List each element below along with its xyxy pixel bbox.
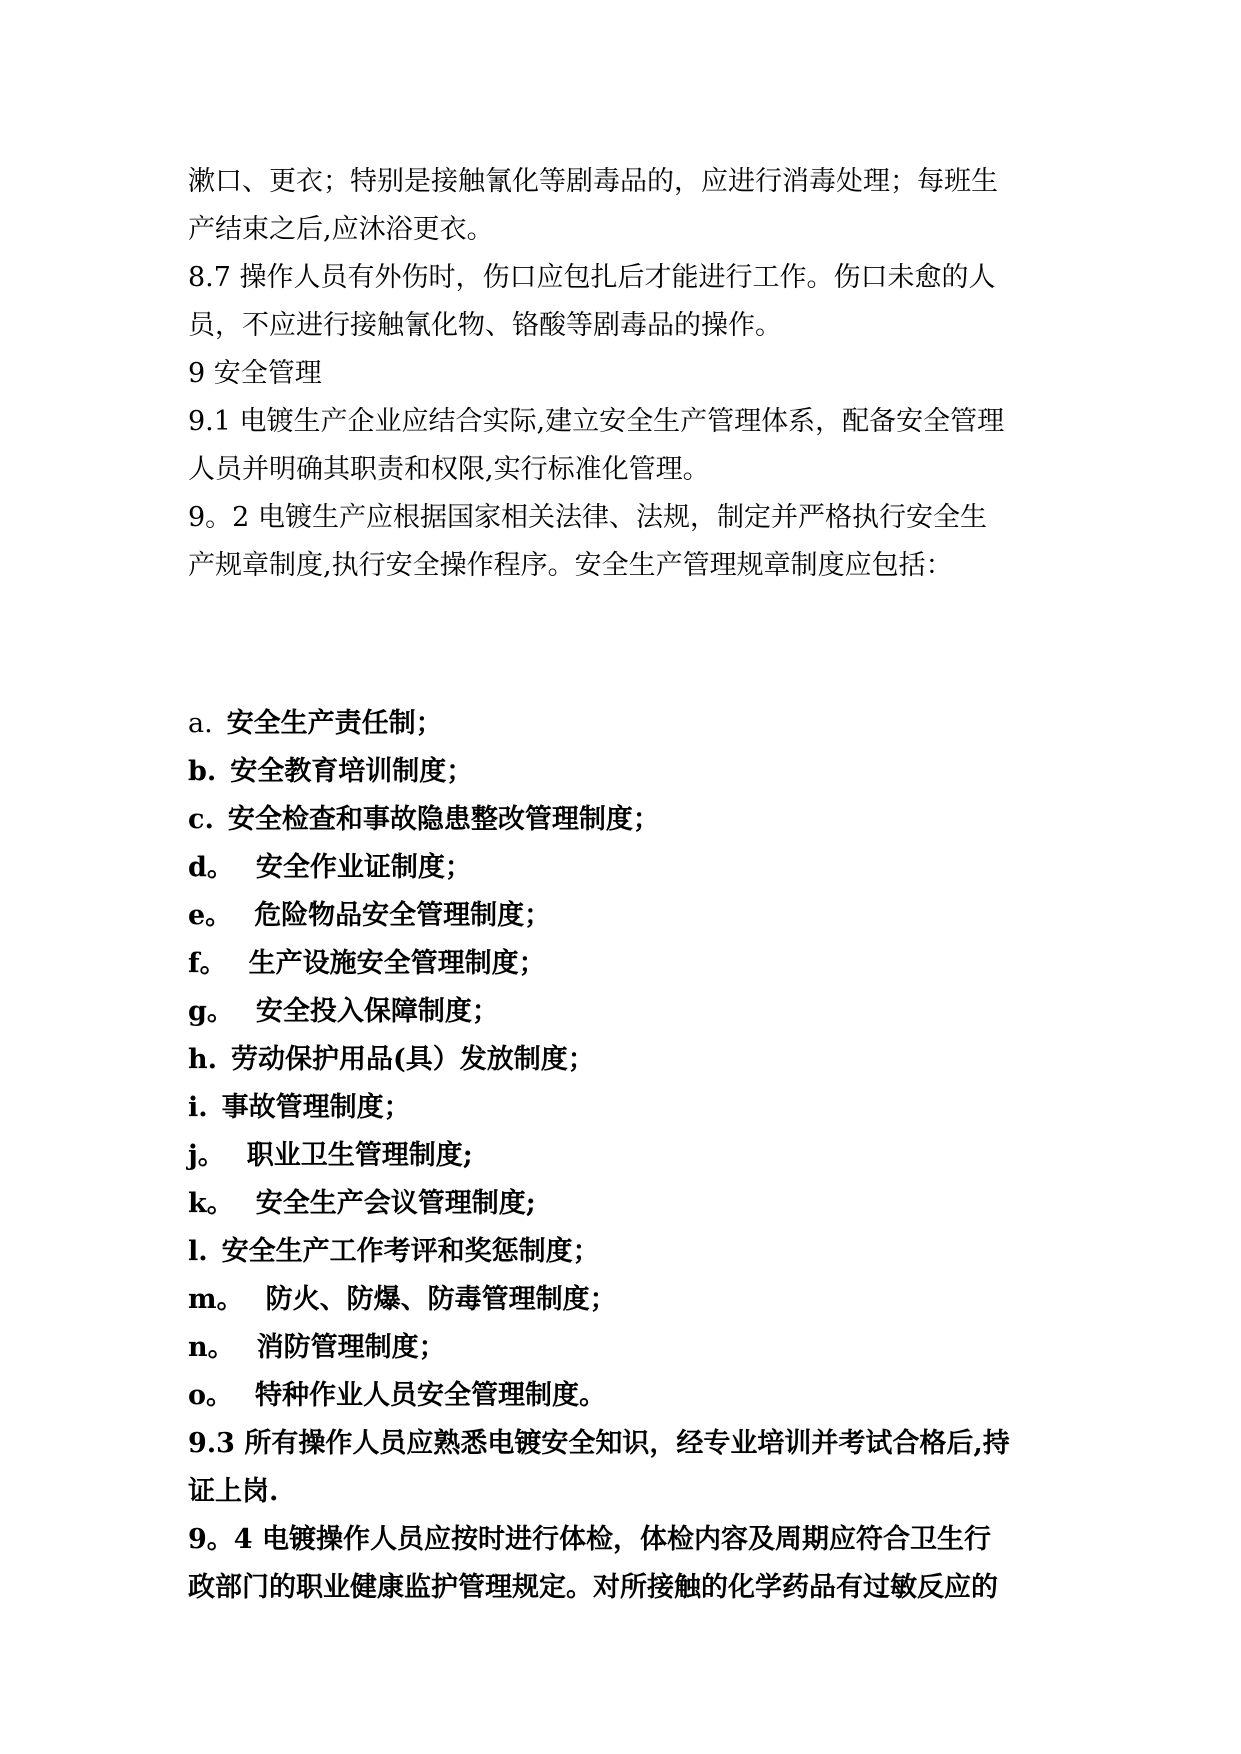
list-text: 安全生产工作考评和奖惩制度；	[221, 1236, 600, 1267]
list-text: 特种作业人员安全管理制度。	[255, 1380, 607, 1411]
list-item-f	[188, 940, 1068, 988]
paragraph-9-4-line-2: 政部门的职业健康监护管理规定。对所接触的化学药品有过敏反应的	[188, 1572, 998, 1603]
list-marker: a.	[188, 708, 213, 739]
paragraph-9-3-line-2: 证上岗.	[188, 1476, 279, 1507]
list-text: 劳动保护用品(具）发放制度；	[231, 1044, 595, 1075]
paragraph-8-7-line-2: 员，不应进行接触氰化物、铬酸等剧毒品的操作。	[188, 310, 782, 341]
list-text: 安全生产责任制；	[226, 708, 443, 739]
paragraph-9-2-line-2: 产规章制度,执行安全操作程序。安全生产管理规章制度应包括：	[188, 550, 953, 581]
list-marker: e。	[188, 900, 233, 931]
list-text: 危险物品安全管理制度；	[254, 900, 552, 931]
list-text: 消防管理制度；	[256, 1332, 446, 1363]
paragraph-8-6-line-2: 产结束之后,应沐浴更衣。	[188, 214, 494, 245]
list-item-n	[188, 1324, 1068, 1372]
list-text: 安全生产会议管理制度;	[255, 1188, 536, 1219]
paragraph-8-7-line-1: 8.7 操作人员有外伤时，伤口应包扎后才能进行工作。伤口未愈的人	[188, 262, 996, 293]
list-marker: g。	[188, 996, 234, 1027]
list-item-a	[188, 700, 1068, 748]
list-marker: f。	[188, 948, 227, 979]
list-marker: d。	[188, 852, 234, 883]
list-item-c	[188, 796, 1068, 844]
list-item-d	[188, 844, 1068, 892]
list-item-e	[188, 892, 1068, 940]
list-marker: k。	[188, 1188, 234, 1219]
paragraph-9-1-line-1: 9.1 电镀生产企业应结合实际,建立安全生产管理体系，配备安全管理	[188, 406, 1005, 437]
list-marker: n。	[188, 1332, 235, 1363]
list-text: 职业卫生管理制度;	[246, 1140, 473, 1171]
list-text: 安全作业证制度；	[255, 852, 472, 883]
list-text: 防火、防爆、防毒管理制度；	[265, 1284, 617, 1315]
list-item-k	[188, 1180, 1068, 1228]
list-item-m	[188, 1276, 1068, 1324]
blank-gap	[188, 590, 1068, 700]
list-marker: l.	[188, 1236, 208, 1267]
section-9-heading: 9 安全管理	[188, 358, 322, 389]
list-marker: b.	[188, 756, 217, 787]
list-text: 生产设施安全管理制度；	[248, 948, 546, 979]
list-item-o	[188, 1372, 1068, 1420]
paragraph-9-4-line-1: 9。4 电镀操作人员应按时进行体检，体检内容及周期应符合卫生行	[188, 1524, 991, 1555]
list-marker: h.	[188, 1044, 218, 1075]
paragraph-9-1-line-2: 人员并明确其职责和权限,实行标准化管理。	[188, 454, 710, 485]
list-marker: m。	[188, 1284, 244, 1315]
list-marker: o。	[188, 1380, 234, 1411]
list-item-g	[188, 988, 1068, 1036]
list-text: 安全教育培训制度；	[230, 756, 474, 787]
list-marker: j。	[188, 1140, 225, 1171]
document-body	[188, 158, 1068, 1612]
list-item-b	[188, 748, 1068, 796]
paragraph-9-3-line-1: 9.3 所有操作人员应熟悉电镀安全知识，经专业培训并考试合格后,持	[188, 1428, 1010, 1459]
list-item-l	[188, 1228, 1068, 1276]
paragraph-8-6-line-1: 漱口、更衣；特别是接触氰化等剧毒品的，应进行消毒处理；每班生	[188, 166, 998, 197]
paragraph-9-2-line-1: 9。2 电镀生产应根据国家相关法律、法规，制定并严格执行安全生	[188, 502, 987, 533]
list-text: 安全投入保障制度；	[255, 996, 499, 1027]
list-text: 事故管理制度；	[221, 1092, 411, 1123]
list-marker: i.	[188, 1092, 208, 1123]
list-marker: c.	[188, 804, 214, 835]
list-item-i	[188, 1084, 1068, 1132]
list-item-j	[188, 1132, 1068, 1180]
list-text: 安全检查和事故隐患整改管理制度；	[227, 804, 660, 835]
list-item-h	[188, 1036, 1068, 1084]
